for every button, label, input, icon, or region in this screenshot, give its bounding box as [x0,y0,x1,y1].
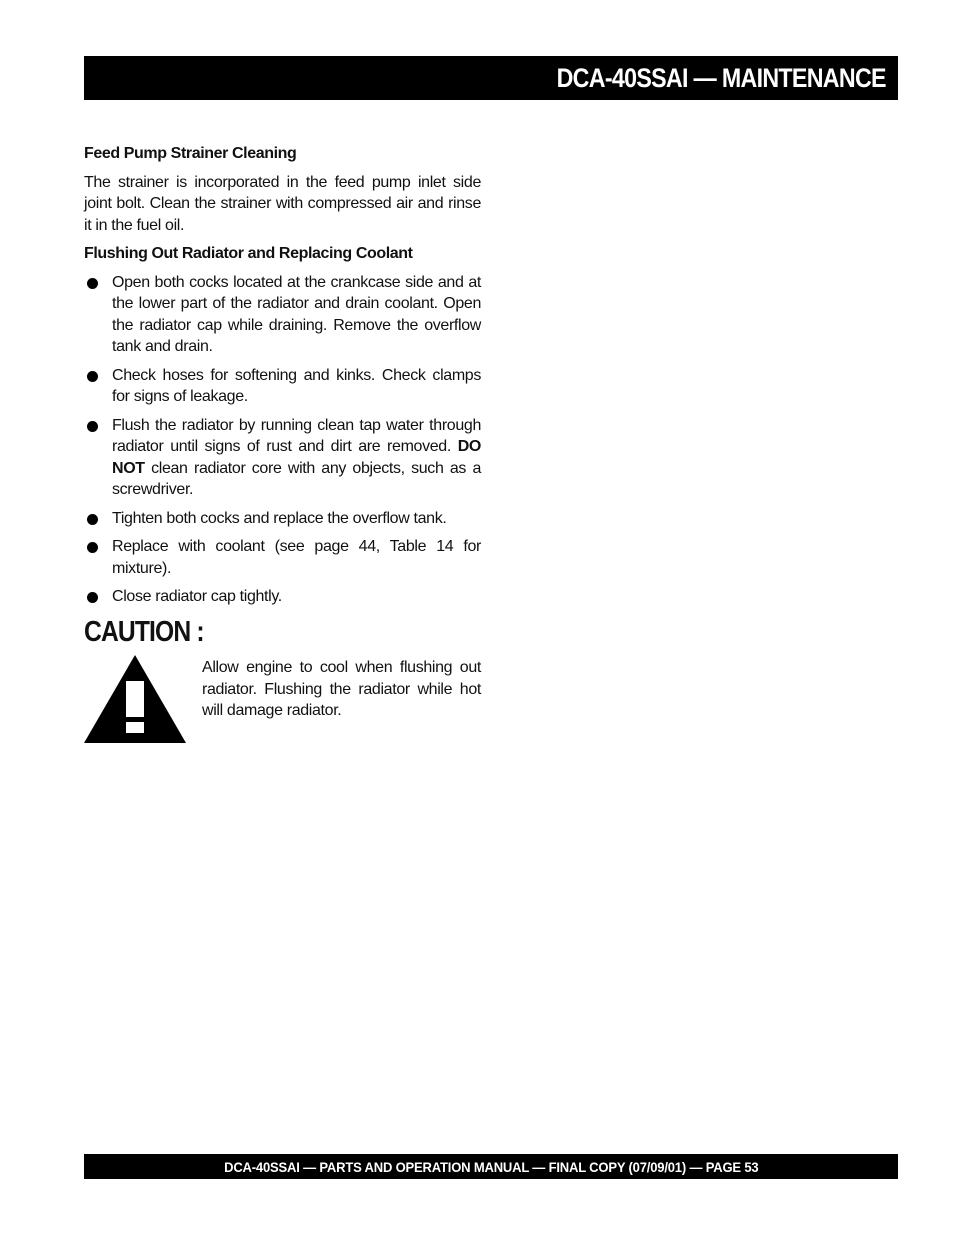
bullet-icon [87,514,98,525]
feed-pump-heading: Feed Pump Strainer Cleaning [84,145,297,162]
list-item-text: Check hoses for softening and kinks. Check clamps for signs of leakage. [112,366,481,405]
page-title: DCA-40SSAI — MAINTENANCE [556,62,886,93]
feed-pump-paragraph: The strainer is incorporated in the feed pump inlet side joint bolt. Clean the strainer with compressed air and rinse it in the fuel oil. [84,173,481,234]
bullet-icon [87,542,98,553]
page-footer-bar [84,1154,898,1179]
bullet-icon [87,592,98,603]
list-item [84,586,481,608]
list-item-text: Tighten both cocks and replace the overflow tank. [112,509,447,527]
list-item [84,415,481,501]
list-item-text-before: Flush the radiator by running clean tap water through radiator until signs of rust and dirt are removed. [112,416,481,455]
radiator-heading: Flushing Out Radiator and Replacing Coolant [84,245,413,262]
bullet-icon [87,421,98,432]
list-item-text-after: clean radiator core with any objects, such as a screwdriver. [112,459,481,498]
page-header-bar [84,56,898,100]
list-item-text: Replace with coolant (see page 44, Table 14 for mixture). [112,538,481,577]
list-item [84,365,481,408]
list-item-text: Open both cocks located at the crankcase side and at the lower part of the radiator and drain coolant. Open the radiator cap while draining. Remove the overflow tank and drain. [112,273,481,355]
list-item [84,508,481,530]
list-item [84,536,481,579]
list-item [84,272,481,358]
bullet-icon [87,278,98,289]
radiator-steps-list [84,272,481,608]
list-item-text: Close radiator cap tightly. [112,588,282,605]
caution-heading: CAUTION : [84,615,204,648]
footer-text: DCA-40SSAI — PARTS AND OPERATION MANUAL — FINAL COPY (07/09/01) — PAGE 53 [223,1158,759,1175]
warning-triangle-icon [84,655,186,743]
bullet-icon [87,371,98,382]
do-not-warning-text: DO NOT [112,438,481,477]
main-content-column [84,143,481,743]
caution-text: Allow engine to cool when flushing out radiator. Flushing the radiator while hot will damage radiator. [202,659,481,719]
caution-block [84,657,481,743]
